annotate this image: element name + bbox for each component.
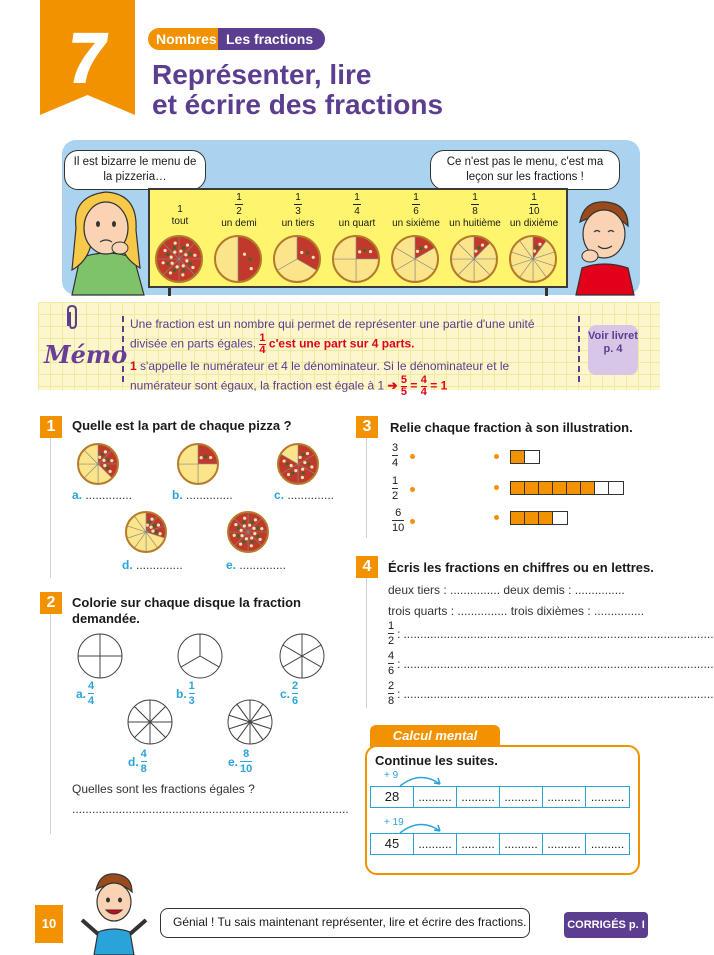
topping <box>243 517 246 520</box>
topping <box>240 534 243 537</box>
memo-eq-result: 1 <box>440 378 448 393</box>
topping <box>242 540 245 543</box>
exercise-3-left-dot[interactable] <box>410 487 415 492</box>
topping <box>250 536 253 539</box>
menu-pizza <box>272 234 322 284</box>
pizza-menu <box>152 192 566 286</box>
topping <box>98 456 101 459</box>
topping <box>171 262 174 265</box>
girl-character-illustration <box>62 178 152 295</box>
topping <box>294 469 297 472</box>
number-sequence <box>370 786 630 808</box>
menu-numerator: 1 <box>177 204 183 215</box>
exercise-2-label: a. 4 4 <box>76 680 95 707</box>
bar-cell <box>525 482 539 494</box>
exercise-1-pizza <box>226 510 270 554</box>
exercise-1-pizza <box>124 510 168 554</box>
topping <box>151 530 154 533</box>
speech-bubble-boy: Ce n'est pas le menu, c'est ma leçon sur les fractions ! <box>430 150 620 190</box>
bar-cell <box>539 512 553 524</box>
topping <box>182 246 185 249</box>
exercise-1-answer[interactable]: a. .............. <box>72 488 133 502</box>
bar-cell <box>511 482 525 494</box>
topic-tag: Les fractions <box>218 28 325 50</box>
sequence-blank[interactable]: .......... <box>457 787 500 807</box>
topping <box>249 257 252 260</box>
topping <box>283 459 286 462</box>
sequence-blank[interactable]: .......... <box>500 787 543 807</box>
menu-label: un sixième <box>392 218 440 229</box>
menu-pizza <box>449 234 499 284</box>
menu-numerator: 1 <box>413 192 419 203</box>
exercise-4-fraction-row[interactable]: 4 6 : ............................................................................................. <box>388 650 714 677</box>
exercise-3-number: 3 <box>356 416 378 438</box>
topping <box>174 242 177 245</box>
menu-label: tout <box>171 216 189 227</box>
lesson-number: 7 <box>62 19 113 97</box>
exercise-4-fraction: 4 6 <box>388 650 395 677</box>
topping <box>250 544 253 547</box>
topping <box>102 459 105 462</box>
topping <box>250 267 253 270</box>
menu-denominator: 6 <box>413 206 419 217</box>
menu-pizza <box>331 234 381 284</box>
sequence-step: + 19 <box>384 817 404 828</box>
exercise-3-right-dot[interactable] <box>494 485 499 490</box>
disk-part <box>78 656 100 678</box>
menu-denominator: 2 <box>236 206 242 217</box>
topping <box>173 246 176 249</box>
topping <box>299 456 302 459</box>
menu-item <box>388 192 444 229</box>
topping <box>256 534 259 537</box>
exercise-1-number: 1 <box>40 416 62 438</box>
menu-denominator: 10 <box>528 206 540 217</box>
exercise-3-bar <box>510 511 568 525</box>
disk-part <box>100 634 122 656</box>
topping <box>193 254 196 257</box>
topping <box>358 250 361 253</box>
exercise-3-fraction: 6 10 <box>392 507 405 534</box>
topping <box>254 518 257 521</box>
topping <box>286 462 289 465</box>
exercise-3-right-dot[interactable] <box>494 515 499 520</box>
memo-equals-1: = <box>410 378 418 393</box>
exercise-2-title <box>72 595 301 627</box>
menu-item <box>270 192 326 229</box>
corriges-link[interactable]: CORRIGÉS p. I <box>564 912 648 938</box>
topping <box>243 253 246 256</box>
exercise-1-pizza <box>76 442 120 486</box>
topping <box>204 455 207 458</box>
topping <box>424 245 427 248</box>
bar-cell <box>553 482 567 494</box>
topping <box>290 464 293 467</box>
menu-denominator: 8 <box>472 206 478 217</box>
topping <box>416 250 419 253</box>
exercise-2-label: e. 8 10 <box>228 748 253 775</box>
board-leg-left <box>168 288 171 296</box>
menu-item <box>447 192 503 229</box>
exercise-2-question: Quelles sont les fractions égales ? <box>72 782 255 796</box>
topping <box>260 527 263 530</box>
exercise-2-disk[interactable] <box>226 698 274 746</box>
memo-arrow: ➔ <box>387 378 398 393</box>
sequence-blank[interactable]: .......... <box>457 834 500 854</box>
exercise-4-number: 4 <box>356 556 378 578</box>
bar-cell <box>525 451 539 463</box>
memo-text <box>130 316 570 398</box>
bar-cell <box>539 482 553 494</box>
disk-part <box>78 634 100 656</box>
topping <box>291 472 294 475</box>
bar-cell <box>567 482 581 494</box>
title-line-1: Représenter, lire <box>152 59 372 90</box>
memo-paragraph-1 <box>130 316 570 356</box>
topping <box>250 540 253 543</box>
memo-eq-fraction-a: $\frac{5}{5}$ <box>400 374 408 398</box>
bar-cell <box>525 512 539 524</box>
topping <box>253 532 256 535</box>
menu-item <box>211 192 267 229</box>
exercise-3-fraction: 3 4 <box>392 442 399 469</box>
exercise-1-answer[interactable]: c. .............. <box>274 488 335 502</box>
menu-label: un tiers <box>281 218 315 229</box>
sequence-blank[interactable]: .......... <box>590 790 625 804</box>
topping <box>237 526 240 529</box>
exercise-3-left-dot[interactable] <box>410 519 415 524</box>
topping <box>237 534 240 537</box>
topping <box>307 462 310 465</box>
exercise-1-answer[interactable]: e. .............. <box>226 558 287 572</box>
exercise-4-title: Écris les fractions en chiffres ou en lettres. <box>388 560 654 575</box>
exercise-4-fraction-row[interactable]: 2 8 : ............................................................................................. <box>388 680 714 707</box>
topping <box>533 249 536 252</box>
memo-divider-left <box>122 316 124 382</box>
menu-numerator: 1 <box>236 192 242 203</box>
topping <box>209 456 212 459</box>
exercise-2-fraction: 8 10 <box>240 748 253 775</box>
memo-fraction: $\frac{1}{4}$ <box>259 332 266 356</box>
topping <box>155 530 158 533</box>
menu-denominator: 4 <box>354 206 360 217</box>
topping <box>166 262 169 265</box>
topping <box>239 543 242 546</box>
page-title <box>152 60 443 120</box>
topping <box>250 521 253 524</box>
topping <box>477 246 480 249</box>
topping <box>189 253 192 256</box>
menu-label: un demi <box>221 218 257 229</box>
topping <box>301 476 304 479</box>
page-number: 10 <box>35 905 63 943</box>
topping <box>173 269 176 272</box>
voir-livret-link[interactable]: Voir livret p. 4 <box>588 325 638 375</box>
topping <box>191 266 194 269</box>
topping <box>419 247 422 250</box>
topping <box>158 532 161 535</box>
exercise-3-line <box>366 438 367 538</box>
topping <box>259 538 262 541</box>
topping <box>248 524 251 527</box>
topping <box>170 256 173 259</box>
menu-label: un quart <box>338 218 376 229</box>
exercise-4-fraction: 2 8 <box>388 680 395 707</box>
topping <box>310 465 313 468</box>
topping <box>166 253 169 256</box>
topping <box>256 526 259 529</box>
topping <box>157 524 160 527</box>
menu-item <box>152 204 208 227</box>
topping <box>302 453 305 456</box>
exercise-3-title: Relie chaque fraction à son illustration. <box>390 420 633 435</box>
memo-equals-2: = <box>430 378 438 393</box>
exercise-3-fraction: 1 2 <box>392 475 399 502</box>
topping <box>181 273 184 276</box>
exercise-1-title: Quelle est la part de chaque pizza ? <box>72 418 292 433</box>
menu-numerator: 1 <box>295 192 301 203</box>
domain-tag: Nombres <box>148 28 225 50</box>
menu-label: un dixième <box>509 218 559 229</box>
topping <box>182 269 185 272</box>
sequence-blank[interactable]: .......... <box>500 834 543 854</box>
sequence-step: + 9 <box>384 770 399 781</box>
exercise-2-line <box>50 614 51 834</box>
topping <box>185 259 188 262</box>
boy-mascot-illustration <box>78 870 150 955</box>
topping <box>363 249 366 252</box>
topping <box>300 251 303 254</box>
memo-paragraph-2 <box>130 358 570 398</box>
sequence-start: 45 <box>371 834 414 854</box>
topping <box>179 250 182 253</box>
exercise-2-fraction: 4 4 <box>88 680 95 707</box>
exercise-4-row-1[interactable]: deux tiers : ............... deux demis : ............... <box>388 583 625 597</box>
topping <box>287 473 290 476</box>
topping <box>474 250 477 253</box>
sequence-blank[interactable]: .......... <box>590 837 625 851</box>
menu-numerator: 1 <box>354 192 360 203</box>
topping <box>106 458 109 461</box>
topping <box>110 459 113 462</box>
bar-cell <box>511 512 525 524</box>
footer-speech-bubble: Génial ! Tu sais maintenant représenter, lire et écrire des fractions. <box>160 908 530 938</box>
memo-line2a: s'appelle le numérateur et 4 le dénominateur. Si le dénominateur et le numérateur sont égaux, la fraction est égale à 1 <box>130 359 510 393</box>
topping <box>242 521 245 524</box>
boy-character-illustration <box>568 196 640 295</box>
menu-pizza <box>154 234 204 284</box>
topping <box>243 524 246 527</box>
exercise-4-line <box>366 578 367 708</box>
topping <box>163 249 166 252</box>
exercise-2-number: 2 <box>40 592 62 614</box>
topping <box>162 261 165 264</box>
menu-item <box>329 192 385 229</box>
calcul-mental-title: Continue les suites. <box>375 753 498 768</box>
topping <box>252 527 255 530</box>
topping <box>189 262 192 265</box>
menu-item <box>506 192 562 229</box>
sequence-start: 28 <box>371 787 414 807</box>
exercise-1-pizza <box>176 442 220 486</box>
topping <box>100 453 103 456</box>
bar-cell <box>595 482 609 494</box>
topping <box>233 534 236 537</box>
topping <box>369 250 372 253</box>
topping <box>245 537 248 540</box>
topping <box>176 265 179 268</box>
disk-part <box>100 656 122 678</box>
topping <box>104 450 107 453</box>
sequence-blank[interactable]: .......... <box>543 787 586 807</box>
topping <box>106 466 109 469</box>
topping <box>535 246 538 249</box>
sequence-blank[interactable]: .......... <box>414 787 457 807</box>
title-line-2: et écrire des fractions <box>152 89 444 120</box>
exercise-2-label: b. 1 3 <box>176 680 195 707</box>
exercise-1-answer[interactable]: b. .............. <box>172 488 233 502</box>
exercise-2-disk[interactable] <box>278 632 326 680</box>
topping <box>306 251 309 254</box>
bar-cell <box>609 482 623 494</box>
topping <box>186 243 189 246</box>
exercise-2-fraction: 4 8 <box>140 748 147 775</box>
exercise-3-bar <box>510 450 540 464</box>
exercise-4-fraction: 1 2 <box>388 620 395 647</box>
exercise-2-disk[interactable] <box>176 632 224 680</box>
memo-line1b: c'est une part sur 4 parts. <box>268 336 415 351</box>
memo-eq-fraction-b: $\frac{4}{4}$ <box>420 374 427 398</box>
menu-pizza <box>390 234 440 284</box>
exercise-2-disk[interactable] <box>76 632 124 680</box>
board-leg-right <box>545 288 548 296</box>
topping <box>538 243 541 246</box>
topping <box>240 529 243 532</box>
topping <box>302 472 305 475</box>
topping <box>109 470 112 473</box>
topping <box>481 243 484 246</box>
exercise-2-fraction: 2 6 <box>292 680 299 707</box>
exercise-2-title-line1: Colorie sur chaque disque la fraction <box>72 595 301 610</box>
exercise-3-bar <box>510 481 624 495</box>
topping <box>169 271 172 274</box>
exercise-4-fraction-row[interactable]: 1 2 : ............................................................................................. <box>388 620 714 647</box>
number-sequence <box>370 833 630 855</box>
memo-line1a: Une fraction est un nombre qui permet de représenter une partie d'une unité divisée en parts égales. <box>130 317 535 351</box>
topping <box>148 520 151 523</box>
exercise-2-label: d. 4 8 <box>128 748 147 775</box>
bar-cell <box>581 482 595 494</box>
menu-denominator: 3 <box>295 206 301 217</box>
topping <box>103 464 106 467</box>
topping <box>173 251 176 254</box>
menu-numerator: 1 <box>531 192 537 203</box>
bar-cell <box>553 512 567 524</box>
menu-numerator: 1 <box>472 192 478 203</box>
topping <box>234 523 237 526</box>
bar-cell <box>511 451 525 463</box>
exercise-2-fraction: 1 3 <box>188 680 195 707</box>
menu-label: un huitième <box>449 218 501 229</box>
memo-title: Mémo <box>44 340 128 369</box>
topping <box>306 452 309 455</box>
calcul-mental-tag: Calcul mental <box>370 725 500 747</box>
topping <box>153 524 156 527</box>
topping <box>200 456 203 459</box>
topping <box>301 468 304 471</box>
menu-pizza <box>508 234 558 284</box>
exercise-3-right-dot[interactable] <box>494 454 499 459</box>
exercise-2-disk[interactable] <box>126 698 174 746</box>
memo-numerator: 1 <box>130 359 137 373</box>
exercise-2-label: c. 2 6 <box>280 680 299 707</box>
sequence-blank[interactable]: .......... <box>414 834 457 854</box>
topping <box>182 264 185 267</box>
exercise-1-answer[interactable]: d. .............. <box>122 558 183 572</box>
topping <box>312 256 315 259</box>
topping <box>150 518 153 521</box>
topping <box>303 461 306 464</box>
topping <box>184 253 187 256</box>
menu-pizza <box>213 234 263 284</box>
topping <box>150 526 153 529</box>
speech-bubble-girl: Il est bizarre le menu de la pizzeria… <box>64 150 206 190</box>
exercise-2-title-line2: demandée. <box>72 611 140 626</box>
sequence-blank[interactable]: .......... <box>543 834 586 854</box>
empty-slice <box>215 236 238 282</box>
exercise-4-row-2[interactable]: trois quarts : ............... trois dixièmes : ............... <box>388 604 645 618</box>
memo-divider-right <box>578 316 580 382</box>
exercise-3-left-dot[interactable] <box>410 454 415 459</box>
exercise-1-pizza <box>276 442 320 486</box>
paperclip-icon <box>62 304 84 330</box>
exercise-1-line <box>50 438 51 578</box>
exercise-2-answer-line[interactable]: ................................................................................... <box>72 802 349 816</box>
